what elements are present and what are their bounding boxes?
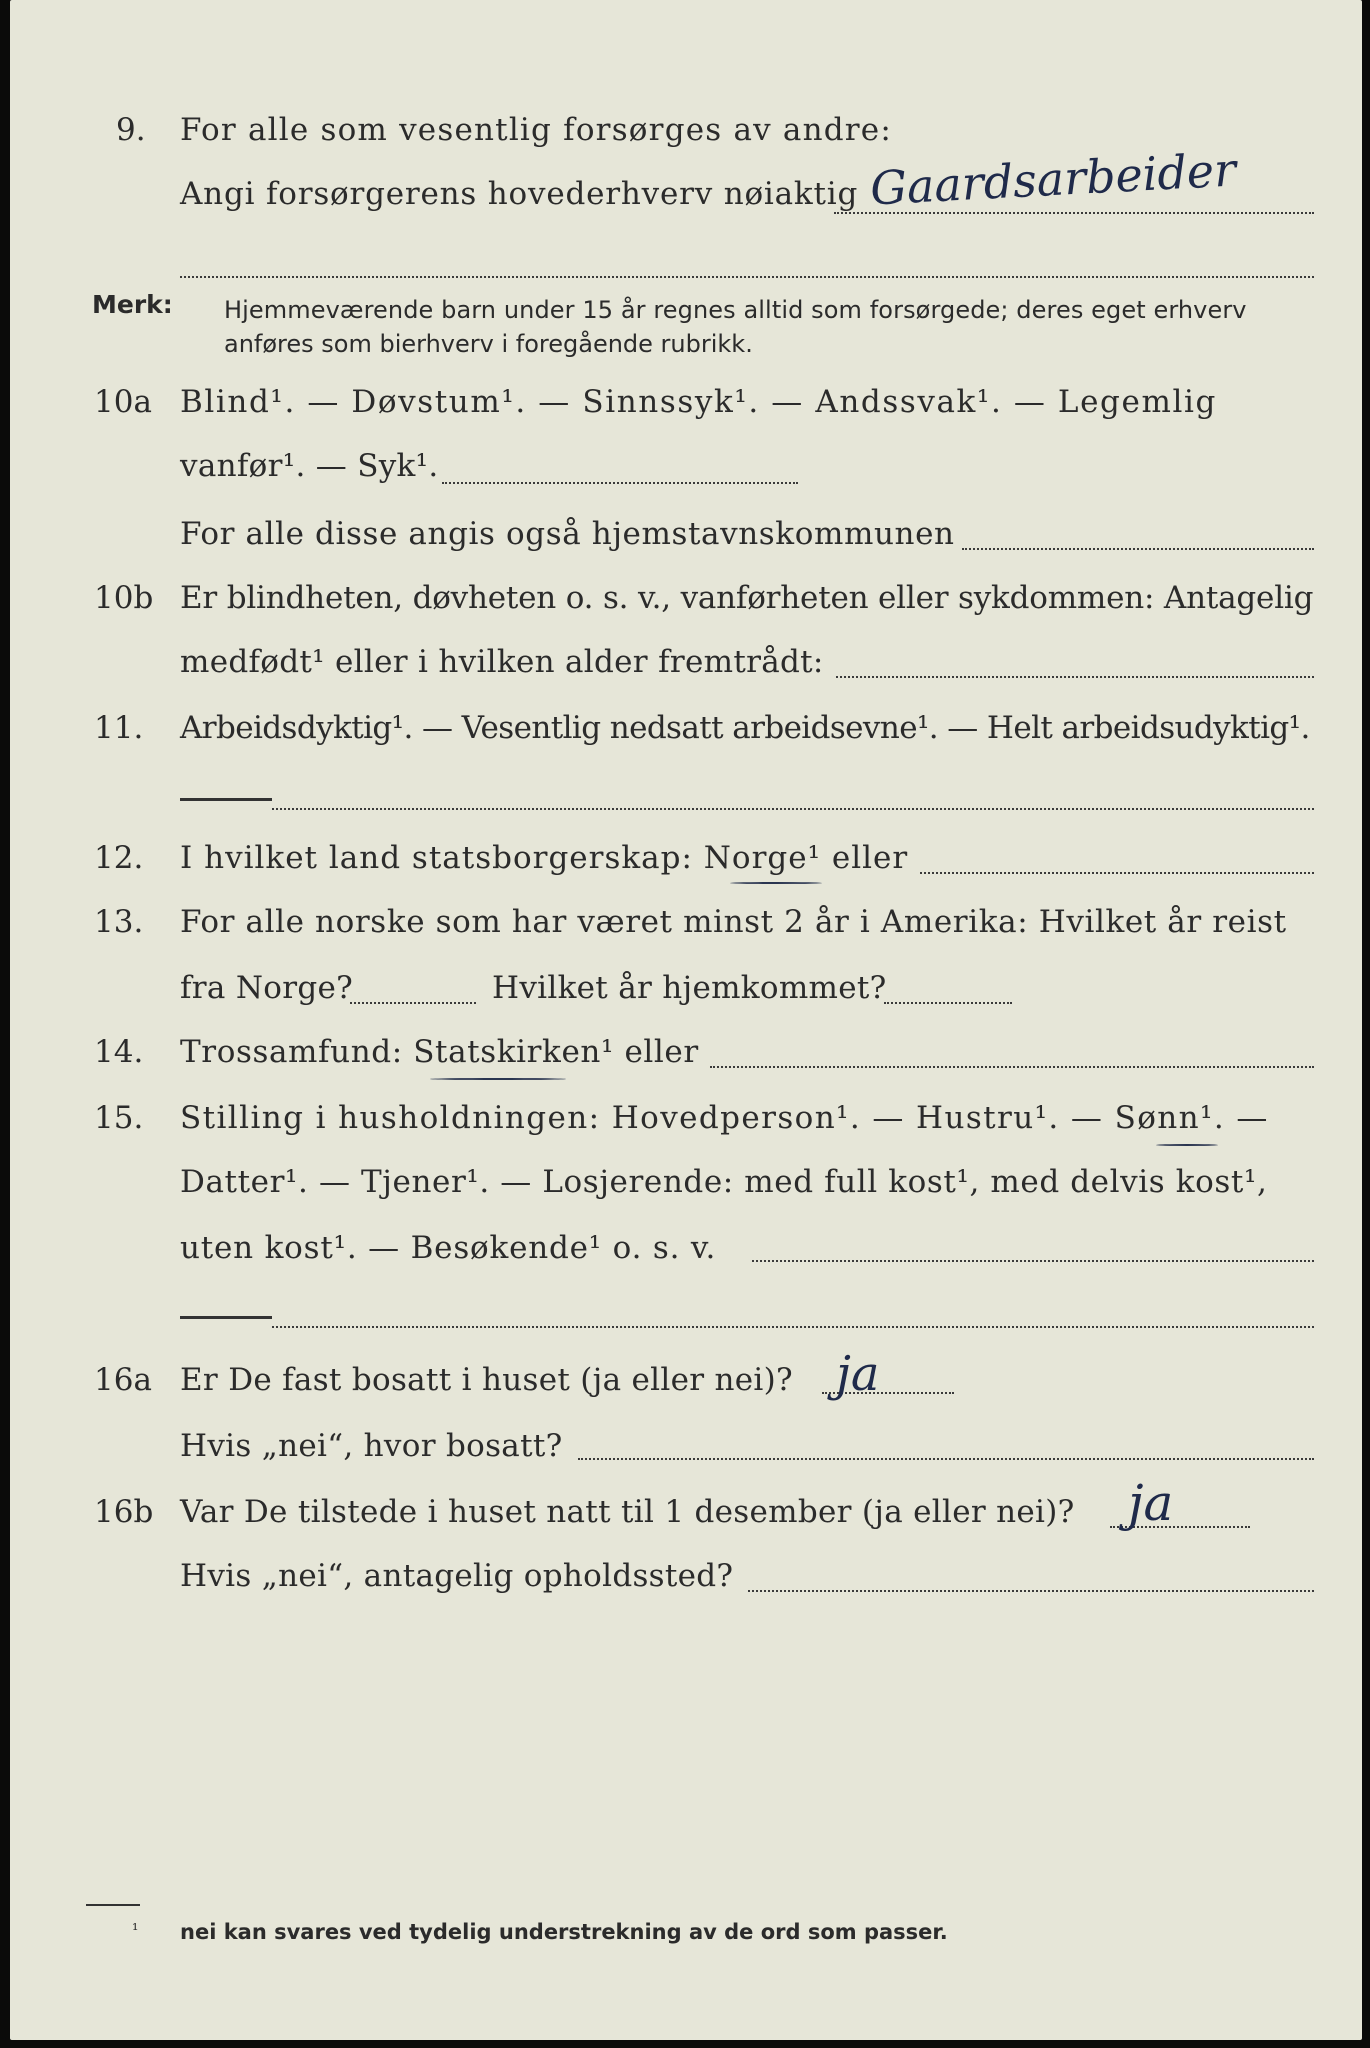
q13-reist-line [350, 1002, 476, 1004]
q11-answer-line [272, 808, 1314, 810]
q15-line3: uten kost¹. — Besøkende¹ o. s. v. [180, 1230, 717, 1266]
q12-number: 12. [94, 840, 144, 876]
q16a-line2: Hvis „nei“, hvor bosatt? [180, 1428, 563, 1464]
q13-line2b: Hvilket år hjemkommet? [492, 970, 887, 1006]
q15-answer-line [752, 1260, 1314, 1262]
q15-line2: Datter¹. — Tjener¹. — Losjerende: med full kost¹, med delvis kost¹, [180, 1164, 1268, 1200]
q14-number: 14. [94, 1034, 144, 1070]
merk-line1: Hjemmeværende barn under 15 år regnes alltid som forsørgede; deres eget erhverv [224, 296, 1247, 324]
q16b-opholdssted-line [748, 1590, 1314, 1592]
q10b-line2: medfødt¹ eller i hvilken alder fremtrådt: [180, 644, 824, 680]
q10a-syk-answer-line [442, 482, 798, 484]
q16b-line1: Var De tilstede i huset natt til 1 desember (ja eller nei)? [180, 1494, 1075, 1530]
q16b-handwritten-answer: ja [1128, 1474, 1174, 1532]
q16a-line1: Er De fast bosatt i huset (ja eller nei)? [180, 1362, 793, 1398]
q11-line1: Arbeidsdyktig¹. — Vesentlig nedsatt arbeidsevne¹. — Helt arbeidsudyktig¹. [180, 710, 1310, 746]
merk-label: Merk: [92, 290, 173, 319]
merk-line2: anføres som bierhverv i foregående rubrikk. [224, 330, 753, 358]
q14-line1: Trossamfund: Statskirken¹ eller [180, 1034, 699, 1070]
q10a-hjemstavn-line [962, 548, 1314, 550]
q14-answer-line [710, 1066, 1314, 1068]
q9-handwritten-answer: Gaardsarbeider [868, 142, 1238, 216]
q12-norge-underline [730, 882, 822, 884]
q10a-number: 10a [94, 384, 152, 420]
q16a-handwritten-answer: ja [836, 1346, 880, 1402]
q9-number: 9. [116, 112, 146, 148]
q10b-answer-line [836, 676, 1314, 678]
q10a-line3: For alle disse angis også hjemstavnskommunen [180, 516, 955, 552]
q11-number: 11. [94, 710, 144, 746]
q16b-number: 16b [94, 1494, 154, 1530]
q9-line2: Angi forsørgerens hovederhverv nøiaktig [180, 176, 859, 212]
q10b-line1: Er blindheten, døvheten o. s. v., vanførheten eller sykdommen: Antagelig [180, 580, 1314, 616]
q13-line1: For alle norske som har været minst 2 år i Amerika: Hvilket år reist [180, 904, 1287, 940]
q12-line1: I hvilket land statsborgerskap: Norge¹ eller [180, 840, 909, 876]
census-form-page [10, 0, 1362, 2040]
q9-separator-line [180, 276, 1314, 278]
q14-statskirken-underline [430, 1078, 566, 1080]
q16a-number: 16a [94, 1362, 152, 1398]
q13-line2a: fra Norge? [180, 970, 354, 1006]
footnote-rule [86, 1904, 140, 1906]
q15-separator-line [272, 1326, 1314, 1328]
q11-underline-mark [180, 798, 272, 801]
q15-line1: Stilling i husholdningen: Hovedperson¹. — Hustru¹. — Sønn¹. — [180, 1100, 1269, 1136]
q16a-bosatt-line [578, 1458, 1314, 1460]
q9-line1: For alle som vesentlig forsørges av andre: [180, 112, 892, 148]
q16b-line2: Hvis „nei“, antagelig opholdssted? [180, 1558, 734, 1594]
q15-sonn-underline [1156, 1144, 1218, 1146]
footnote-mark: ¹ [132, 1920, 139, 1939]
q15-underline-mark [180, 1316, 272, 1319]
q13-hjemkommet-line [884, 1002, 1012, 1004]
q10a-line1: Blind¹. — Døvstum¹. — Sinnssyk¹. — Andssvak¹. — Legemlig [180, 384, 1217, 420]
q10a-line2: vanfør¹. — Syk¹. [180, 448, 439, 484]
q15-number: 15. [94, 1100, 144, 1136]
q13-number: 13. [94, 904, 144, 940]
q10b-number: 10b [94, 580, 154, 616]
footnote-text: nei kan svares ved tydelig understrekning av de ord som passer. [180, 1920, 948, 1944]
q12-answer-line [920, 872, 1314, 874]
